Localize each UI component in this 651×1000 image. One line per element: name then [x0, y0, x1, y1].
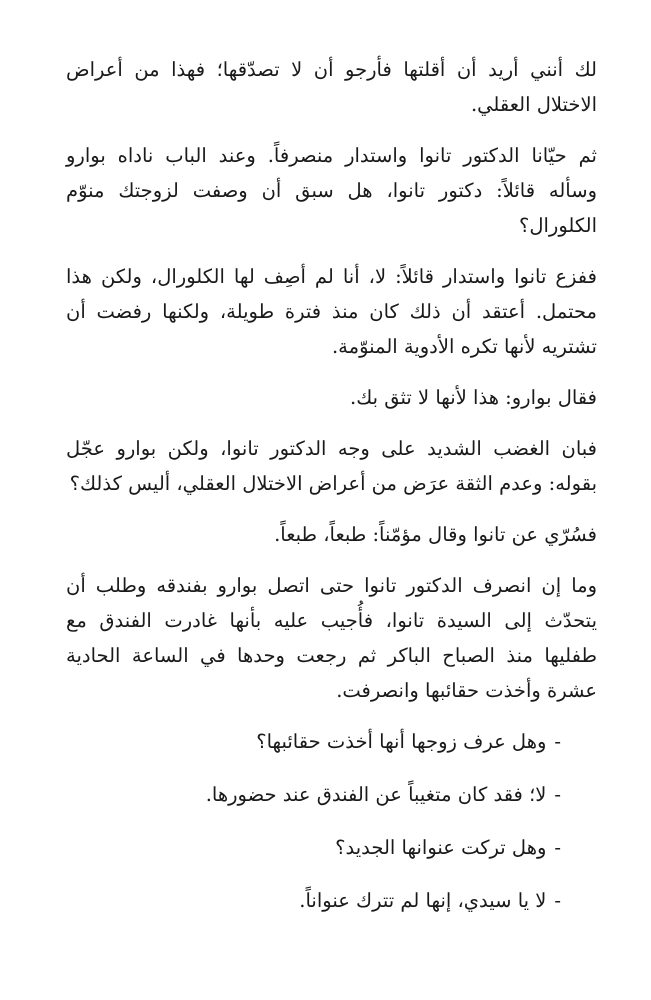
paragraph-2: ثم حيّانا الدكتور تانوا واستدار منصرفاً. وعند الباب ناداه بوارو وسأله قائلاً: دكتور تانوا، هل سبق أن وصفت لزوجتك منوّم الكلورال؟ — [66, 144, 597, 237]
dialogue-line-1 — [66, 724, 597, 759]
paragraph-6: فسُرّي عن تانوا وقال مؤمّناً: طبعاً، طبعاً. — [274, 523, 597, 546]
dialogue-dash: - — [554, 836, 561, 859]
dialogue-text: وهل تركت عنوانها الجديد؟ — [335, 836, 547, 859]
dialogue-line-4 — [66, 883, 597, 918]
paragraph-4: فقال بوارو: هذا لأنها لا تثق بك. — [350, 386, 597, 409]
dialogue-dash: - — [554, 889, 561, 912]
dialogue-dash: - — [554, 783, 561, 806]
dialogue-text: وهل عرف زوجها أنها أخذت حقائبها؟ — [256, 730, 547, 753]
dialogue-text: لا يا سيدي، إنها لم تترك عنواناً. — [299, 889, 547, 912]
paragraph-3: ففزع تانوا واستدار قائلاً: لا، أنا لم أصِف لها الكلورال، ولكن هذا محتمل. أعتقد أن ذلك كان منذ فترة طويلة، ولكنها رفضت أن تشتريه لأنها تكره الأدوية المنوّمة. — [66, 265, 597, 358]
dialogue-dash: - — [554, 730, 561, 753]
dialogue-line-3 — [66, 830, 597, 865]
paragraph-5: فبان الغضب الشديد على وجه الدكتور تانوا، ولكن بوارو عجّل بقوله: وعدم الثقة عرَض من أعراض الاختلال العقلي، أليس كذلك؟ — [66, 437, 597, 495]
paragraph-1: لك أنني أريد أن أقلتها فأرجو أن لا تصدّقها؛ فهذا من أعراض الاختلال العقلي. — [66, 58, 597, 116]
dialogue-text: لا؛ فقد كان متغيباً عن الفندق عند حضورها. — [205, 783, 547, 806]
dialogue-line-2 — [66, 777, 597, 812]
paragraph-7: وما إن انصرف الدكتور تانوا حتى اتصل بوارو بفندقه وطلب أن يتحدّث إلى السيدة تانوا، فأُجيب عليه بأنها غادرت الفندق مع طفليها منذ الصباح الباكر ثم رجعت وحدها في الساعة الحادية عشرة وأخذت حقائبها وانصرفت. — [66, 574, 597, 702]
